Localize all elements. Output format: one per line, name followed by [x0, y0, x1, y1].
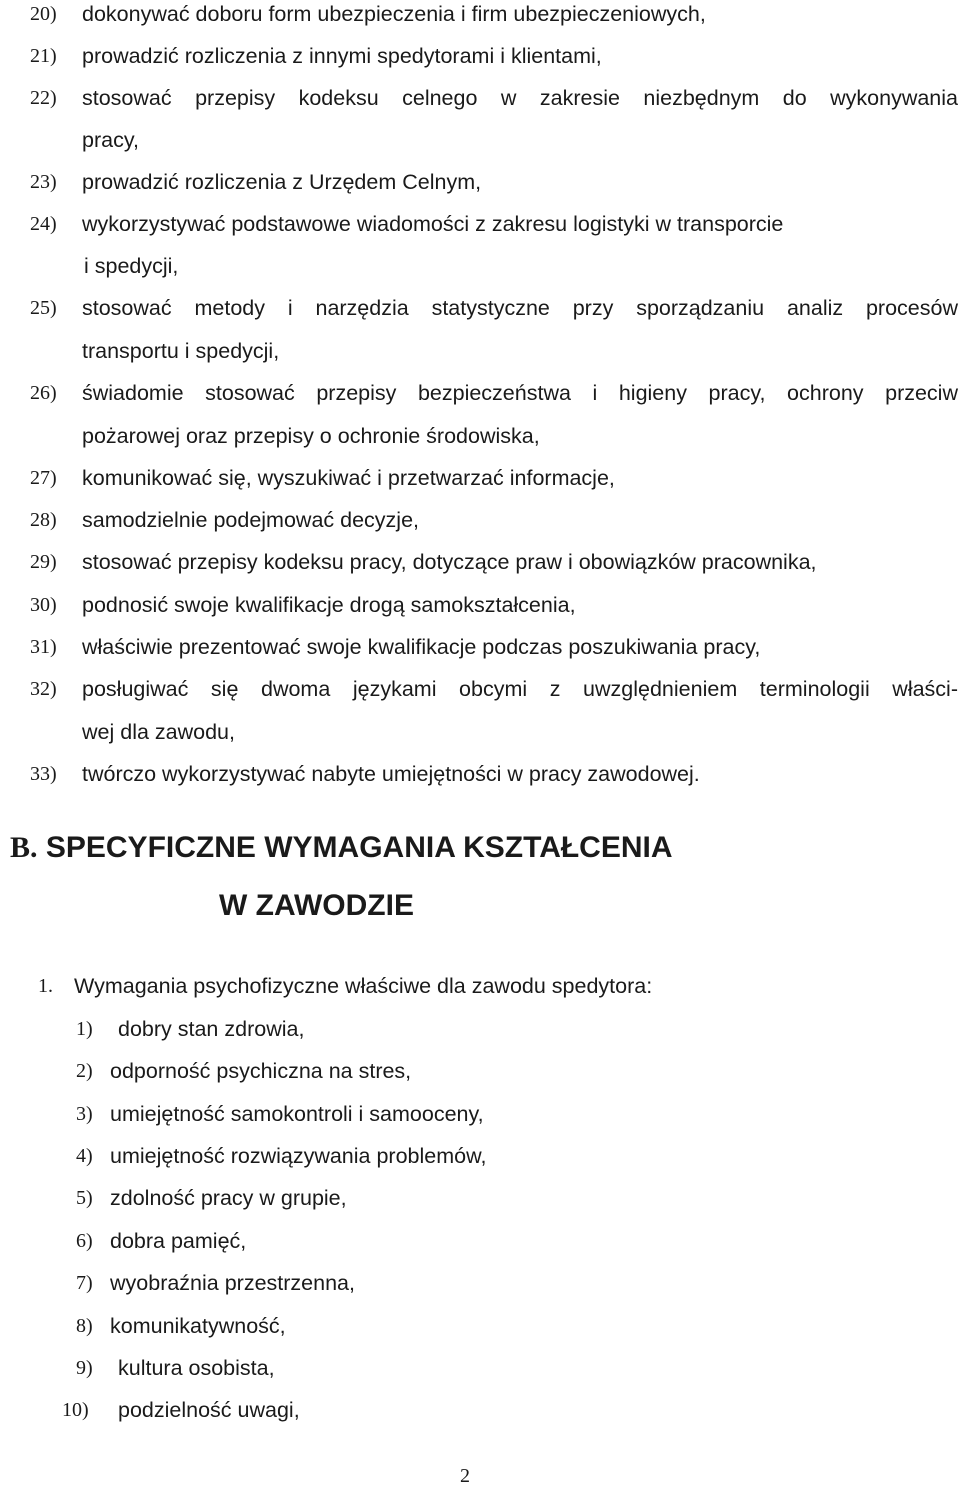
list-item-number: 10): [62, 1399, 89, 1421]
subsection-number: 1.: [38, 975, 53, 997]
list-item-number: 32): [30, 678, 57, 700]
list-item-text: wykorzystywać podstawowe wiadomości z zakresu logistyki w transporcie: [82, 212, 784, 236]
list-item-text: komunikować się, wyszukiwać i przetwarzać informacje,: [82, 466, 615, 490]
list-item-text: dobra pamięć,: [110, 1229, 247, 1253]
list-item-text-continuation: pracy,: [82, 128, 139, 152]
list-item-text: prowadzić rozliczenia z Urzędem Celnym,: [82, 170, 482, 194]
section-heading-line2: W ZAWODZIE: [219, 889, 414, 922]
list-item-number: 22): [30, 87, 57, 109]
list-item-number: 33): [30, 763, 57, 785]
list-item-text: dobry stan zdrowia,: [118, 1017, 305, 1041]
list-item-number: 5): [76, 1187, 93, 1209]
list-item-number: 8): [76, 1315, 93, 1337]
section-title: SPECYFICZNE WYMAGANIA KSZTAŁCENIA: [45, 831, 673, 864]
list-item-number: 29): [30, 551, 57, 573]
list-item-text: podnosić swoje kwalifikacje drogą samokształcenia,: [82, 593, 576, 617]
list-item-number: 26): [30, 382, 57, 404]
list-item-text: samodzielnie podejmować decyzje,: [82, 508, 420, 532]
list-item-number: 24): [30, 213, 57, 235]
list-item-number: 21): [30, 45, 57, 67]
list-item-text: stosować przepisy kodeksu pracy, dotyczące praw i obowiązków pracownika,: [82, 550, 817, 574]
list-item-text: twórczo wykorzystywać nabyte umiejętności w pracy zawodowej.: [82, 762, 700, 786]
list-item-number: 7): [76, 1272, 93, 1294]
list-item-text: zdolność pracy w grupie,: [110, 1186, 347, 1210]
list-item-number: 31): [30, 636, 57, 658]
list-item-number: 2): [76, 1060, 93, 1082]
list-item-number: 25): [30, 297, 57, 319]
list-item-number: 23): [30, 171, 57, 193]
list-item-text: posługiwać się dwoma językami obcymi z uwzględnieniem terminologii właści-: [82, 677, 958, 701]
list-item-text: odporność psychiczna na stres,: [110, 1059, 412, 1083]
section-heading-line1: [10, 830, 673, 866]
list-item-text: podzielność uwagi,: [118, 1398, 300, 1422]
list-item-text: świadomie stosować przepisy bezpieczeństwa i higieny pracy, ochrony przeciw: [82, 381, 958, 405]
list-item-text-continuation: transportu i spedycji,: [82, 339, 280, 363]
list-item-text: właściwie prezentować swoje kwalifikacje podczas poszukiwania pracy,: [82, 635, 761, 659]
list-item-text: komunikatywność,: [110, 1314, 286, 1338]
list-item-text: stosować przepisy kodeksu celnego w zakresie niezbędnym do wykonywania: [82, 86, 958, 110]
list-item-text-continuation: wej dla zawodu,: [82, 720, 235, 744]
list-item-number: 30): [30, 594, 57, 616]
list-item-text: stosować metody i narzędzia statystyczne przy sporządzaniu analiz procesów: [82, 296, 958, 320]
list-item-number: 27): [30, 467, 57, 489]
list-item-number: 6): [76, 1230, 93, 1252]
list-item-text: umiejętność rozwiązywania problemów,: [110, 1144, 487, 1168]
list-item-number: 28): [30, 509, 57, 531]
list-item-text: kultura osobista,: [118, 1356, 275, 1380]
list-item-text: umiejętność samokontroli i samooceny,: [110, 1102, 484, 1126]
list-item-text-continuation: pożarowej oraz przepisy o ochronie środowiska,: [82, 424, 540, 448]
list-item-text: dokonywać doboru form ubezpieczenia i firm ubezpieczeniowych,: [82, 2, 706, 26]
list-item-text-continuation: i spedycji,: [84, 254, 179, 278]
page-number: 2: [460, 1465, 470, 1487]
list-item-number: 1): [76, 1018, 93, 1040]
list-item-text: prowadzić rozliczenia z innymi spedytorami i klientami,: [82, 44, 602, 68]
subsection-title: Wymagania psychofizyczne właściwe dla zawodu spedytora:: [74, 974, 653, 998]
list-item-number: 4): [76, 1145, 93, 1167]
list-item-number: 20): [30, 3, 57, 25]
list-item-number: 9): [76, 1357, 93, 1379]
section-prefix: B.: [10, 831, 38, 864]
list-item-text: wyobraźnia przestrzenna,: [110, 1271, 355, 1295]
list-item-number: 3): [76, 1103, 93, 1125]
